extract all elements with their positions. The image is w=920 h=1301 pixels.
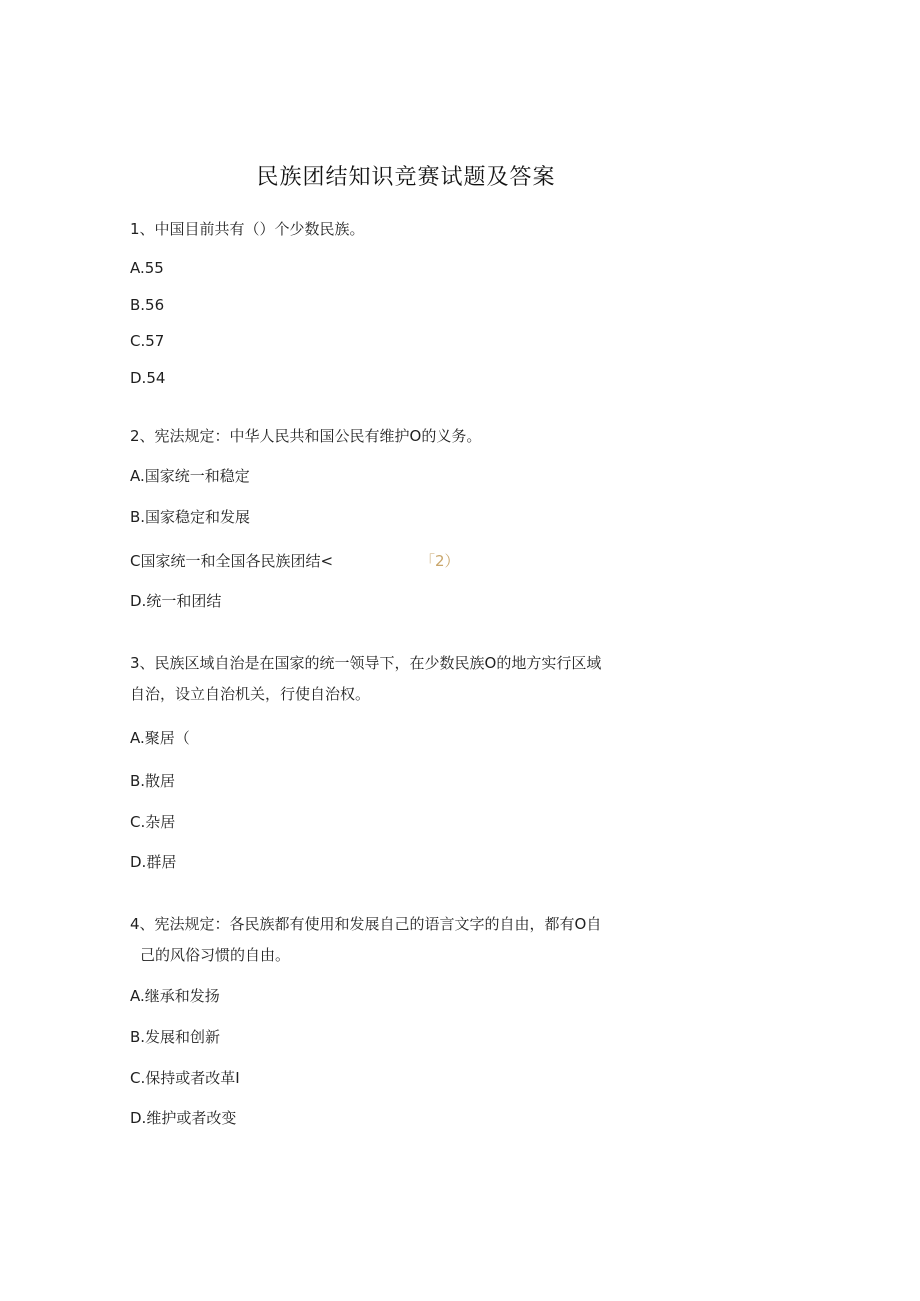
question-2-option-b: B.国家稳定和发展 <box>130 508 251 526</box>
question-4-option-d: D.维护或者改变 <box>130 1109 237 1127</box>
question-3-stem-line-1: 3、民族区域自治是在国家的统一领导下，在少数民族O的地方实行区域 <box>130 654 602 672</box>
question-4-stem-line-1: 4、宪法规定：各民族都有使用和发展自己的语言文字的自由，都有O自 <box>130 915 602 933</box>
page-title: 民族团结知识竞赛试题及答案 <box>256 165 556 190</box>
question-3-stem-line-2: 自治，设立自治机关，行使自治权。 <box>130 685 371 703</box>
question-4-option-a: A.继承和发扬 <box>130 987 220 1005</box>
question-3-option-c: C.杂居 <box>130 813 176 831</box>
question-1-option-d: D.54 <box>130 369 166 387</box>
question-1-option-a: A.55 <box>130 259 164 277</box>
question-2-option-c: C国家统一和全国各民族团结< <box>130 552 334 570</box>
question-3-option-d: D.群居 <box>130 853 177 871</box>
question-1-option-b: B.56 <box>130 296 165 314</box>
question-3-option-b: B.散居 <box>130 772 176 790</box>
question-2-option-a: A.国家统一和稳定 <box>130 467 250 485</box>
question-1-stem: 1、中国目前共有（）个少数民族。 <box>130 220 365 238</box>
question-3-option-a: A.聚居（ <box>130 729 190 747</box>
question-1-option-c: C.57 <box>130 332 165 350</box>
question-4-option-b: B.发展和创新 <box>130 1028 221 1046</box>
question-4-stem-line-2: 己的风俗习惯的自由。 <box>140 946 291 964</box>
question-4-option-c: C.保持或者改革I <box>130 1069 240 1087</box>
question-2-option-d: D.统一和团结 <box>130 592 222 610</box>
question-2-stem: 2、宪法规定：中华人民共和国公民有维护O的义务。 <box>130 427 482 445</box>
question-2-annotation: 「2） <box>420 552 460 570</box>
